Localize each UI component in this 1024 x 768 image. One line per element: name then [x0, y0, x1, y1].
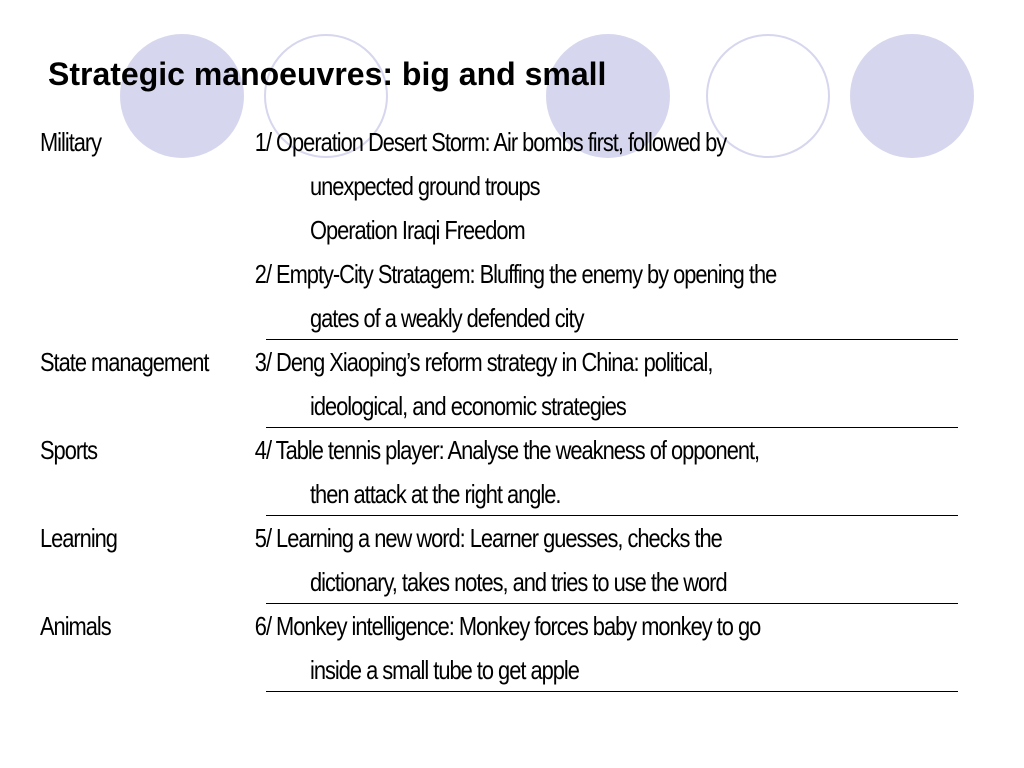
- entry-1-sub: Operation Iraqi Freedom: [310, 215, 525, 245]
- entry-2: 2/ Empty-City Stratagem: Bluffing the enemy by opening the gates of a weakly defended city: [254, 259, 777, 333]
- entry-5: 5/ Learning a new word: Learner guesses, checks the dictionary, takes notes, and tries to use the word: [254, 523, 727, 597]
- slide-title: Strategic manoeuvres: big and small: [48, 56, 607, 92]
- row-entries: [254, 120, 958, 340]
- row-entries: [254, 604, 958, 692]
- row-category: Learning: [40, 523, 117, 553]
- entry-3: 3/ Deng Xiaoping’s reform strategy in China: political, ideological, and economic strategies: [254, 347, 713, 421]
- entry-6: 6/ Monkey intelligence: Monkey forces baby monkey to go inside a small tube to get apple: [254, 611, 761, 685]
- row-category: Sports: [40, 435, 98, 465]
- table-row-animals: [40, 604, 958, 692]
- entry-4: 4/ Table tennis player: Analyse the weakness of opponent, then attack at the right angle.: [254, 435, 760, 509]
- row-entries: [254, 516, 958, 604]
- table-row-sports: [40, 428, 958, 516]
- table-row-state-management: [40, 340, 958, 428]
- table-row-learning: [40, 516, 958, 604]
- row-category: Animals: [40, 611, 111, 641]
- strategy-table: [40, 120, 958, 692]
- table-row-military: [40, 120, 958, 340]
- row-category: State management: [40, 347, 209, 377]
- row-category: Military: [40, 127, 102, 157]
- entry-1: 1/ Operation Desert Storm: Air bombs first, followed by unexpected ground troups: [254, 127, 727, 201]
- row-entries: [254, 340, 958, 428]
- row-entries: [254, 428, 958, 516]
